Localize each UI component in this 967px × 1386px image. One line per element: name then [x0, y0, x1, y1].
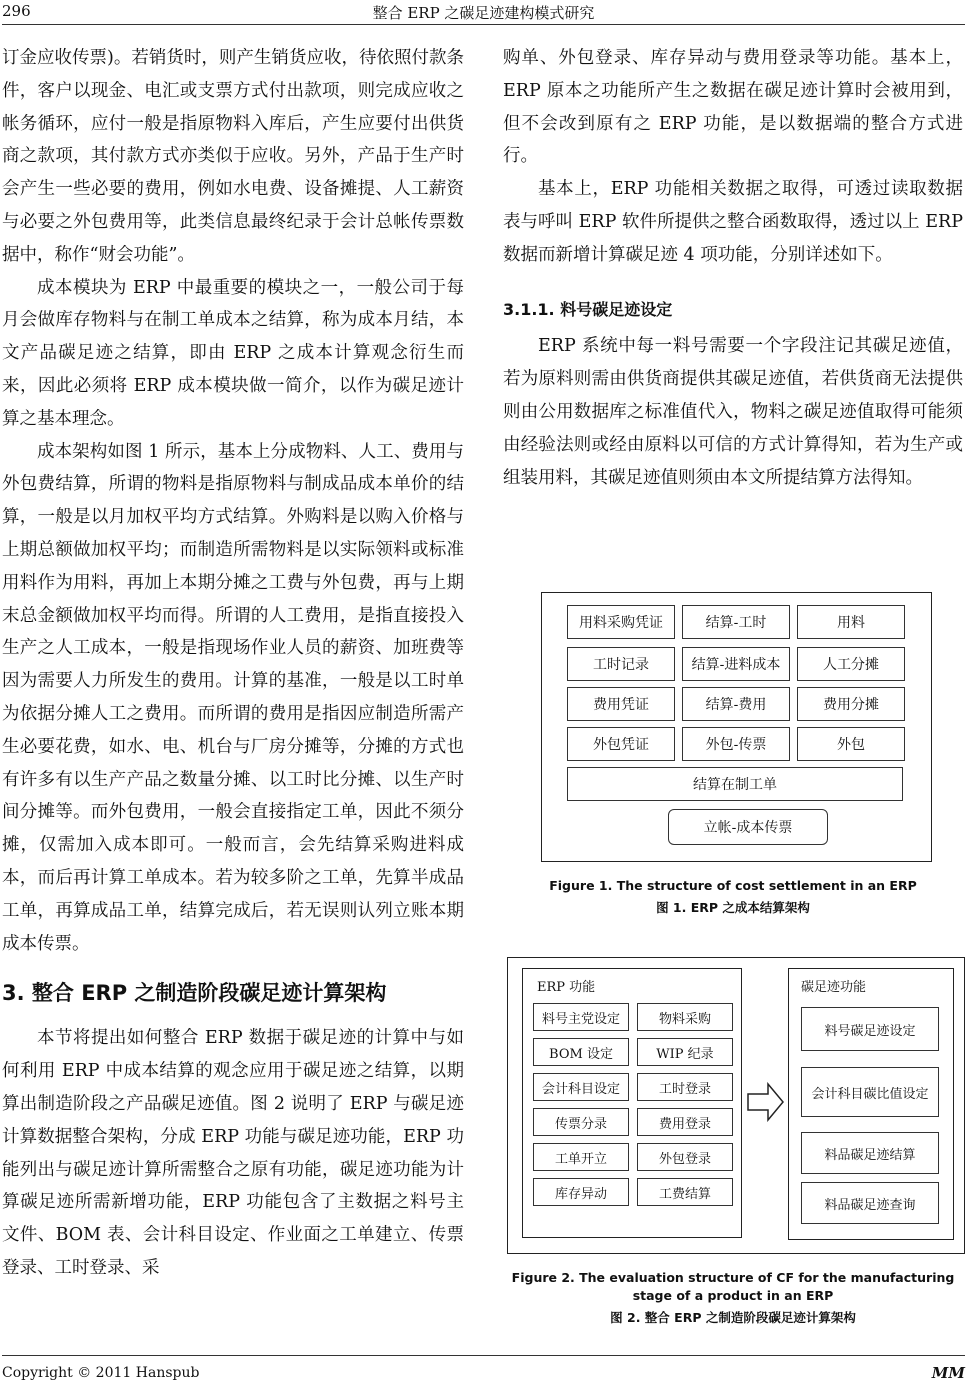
page-footer — [2, 1355, 965, 1386]
journal-abbrev: MM — [931, 1364, 965, 1382]
figure-2-caption-en-line2: stage of a product in an ERP — [632, 1288, 834, 1303]
erp-function-box: 工费结算 — [637, 1178, 733, 1206]
paragraph: 购单、外包登录、库存异动与费用登录等功能。基本上，ERP 原本之功能所产生之数据在碳足迹计算时会被用到，但不会改到原有之 ERP 功能，是以数据端的整合方式进行。 — [503, 48, 963, 167]
paragraph: 基本上，ERP 功能相关数据之取得，可透过读取数据表与呼叫 ERP 软件所提供之整合函数取得，透过以上 ERP 数据而新增计算碳足迹 4 项功能，分别详述如下。 — [503, 179, 963, 265]
figure-2-caption-zh: 图 2. 整合 ERP 之制造阶段碳足迹计算架构 — [610, 1310, 856, 1325]
fig1-box: 人工分摊 — [797, 647, 905, 681]
figure-2-diagram — [507, 957, 965, 1254]
footer-rule — [2, 1355, 965, 1356]
fig1-post-cost: 立帐-成本传票 — [668, 809, 828, 845]
subsection-heading: 3.1.1. 料号碳足迹设定 — [503, 299, 673, 319]
header-rule — [2, 24, 965, 25]
erp-function-box: 传票分录 — [533, 1108, 629, 1136]
left-column — [2, 42, 464, 1285]
figure-1-caption-zh: 图 1. ERP 之成本结算架构 — [656, 900, 810, 915]
cf-function-box: 料品碳足迹结算 — [801, 1132, 939, 1174]
figure-1-diagram — [541, 592, 932, 862]
erp-function-box: 费用登录 — [637, 1108, 733, 1136]
running-title: 整合 ERP 之碳足迹建构模式研究 — [372, 4, 595, 22]
fig1-box: 外包-传票 — [682, 727, 790, 761]
fig1-settle-wip: 结算在制工单 — [567, 767, 903, 801]
erp-functions-panel — [522, 968, 742, 1238]
paragraph: 成本架构如图 1 所示，基本上分成物料、人工、费用与外包费结算，所谓的物料是指原物料与制成品成本单价的结算，一般是以月加权平均方式结算。外购料是以购入价格与上期总额做加权平均；而制造所需物料是以实际领料或标准用料作为用料，再加上本期分摊之工费与外包费，再与上期末总金额做加权平均而得。所谓的人工费用，是指直接投入生产之人工成本，一般是指现场作业人员的薪资、加班费等因为需要人力所发生的费用。计算的基准，一般是以工时单为依据分摊人工之费用。而所谓的费用是指因应制造所需产生必要花费，如水、电、机台与厂房分摊等，分摊的方式也有许多有以生产产品之数量分摊、以工时比分摊、以生产时间分摊等。而外包费用，一般会直接指定工单，因此不须分摊，仅需加入成本即可。一般而言，会先结算采购进料成本，而后再计算工单成本。若为较多阶之工单，先算半成品工单，再算成品工单，结算完成后，若无误则认列立账本期成本传票。 — [2, 441, 464, 954]
fig1-box: 用料 — [797, 605, 905, 639]
section-heading: 3. 整合 ERP 之制造阶段碳足迹计算架构 — [2, 981, 387, 1006]
fig1-box: 费用分摊 — [797, 687, 905, 721]
cf-function-box: 料品碳足迹查询 — [801, 1182, 939, 1224]
fig1-box: 外包凭证 — [567, 727, 675, 761]
erp-function-box: 物料采购 — [637, 1003, 733, 1031]
fig1-box: 结算-工时 — [682, 605, 790, 639]
paragraph: 成本模块为 ERP 中最重要的模块之一，一般公司于每月会做库存物料与在制工单成本之结算，称为成本月结，本文产品碳足迹之结算，即由 ERP 之成本计算观念衍生而来，因此必须将 ERP 成本模块做一简介，以作为碳足迹计算之基本理念。 — [2, 277, 464, 429]
erp-function-box: 料号主党设定 — [533, 1003, 629, 1031]
cf-function-box: 会计科目碳比值设定 — [801, 1067, 939, 1117]
right-arrow-icon — [746, 1082, 786, 1122]
fig1-box: 费用凭证 — [567, 687, 675, 721]
erp-function-box: BOM 设定 — [533, 1038, 629, 1066]
figure-2-caption-en-line1: Figure 2. The evaluation structure of CF for the manufacturing — [511, 1270, 955, 1285]
paragraph: 订金应收传票)。若销货时，则产生销货应收，待依照付款条件，客户以现金、电汇或支票方式付出款项，则完成应收之帐务循环，应付一般是指原物料入库后，产生应要付出供货商之款项，其付款方式亦类似于应收。另外，产品于生产时会产生一些必要的费用，例如水电费、设备摊提、人工薪资与必要之外包费用等，此类信息最终纪录于会计总帐传票数据中，称作“财会功能”。 — [2, 48, 464, 265]
erp-function-box: 会计科目设定 — [533, 1073, 629, 1101]
fig1-box: 外包 — [797, 727, 905, 761]
carbon-footprint-panel — [788, 968, 954, 1240]
right-column — [503, 42, 963, 494]
cf-function-box: 料号碳足迹设定 — [801, 1007, 939, 1051]
copyright: Copyright © 2011 Hanspub — [2, 1365, 200, 1381]
paragraph: 本节将提出如何整合 ERP 数据于碳足迹的计算中与如何利用 ERP 中成本结算的观念应用于碳足迹之结算，以期算出制造阶段之产品碳足迹值。图 2 说明了 ERP 与碳足迹计算数据整合架构，分成 ERP 功能与碳足迹功能，ERP 功能列出与碳足迹计算所需整合之原有功能，碳足迹功能为计算碳足迹所需新增功能，ERP 功能包含了主数据之料号主文件、BOM 表、会计科目设定、作业面之工单建立、传票登录、工时登录、采 — [2, 1028, 464, 1278]
fig1-box: 结算-进料成本 — [682, 647, 790, 681]
paragraph: ERP 系统中每一料号需要一个字段注记其碳足迹值，若为原料则需由供货商提供其碳足迹值，若供货商无法提供则由公用数据库之标准值代入，物料之碳足迹值取得可能须由经验法则或经由原料以可信的方式计算得知，若为生产或组装用料，其碳足迹值则须由本文所提结算方法得知。 — [503, 336, 963, 488]
page-header — [0, 0, 967, 26]
fig1-box: 工时记录 — [567, 647, 675, 681]
page-number: 296 — [2, 2, 31, 20]
figure-1-caption-en: Figure 1. The structure of cost settlement in an ERP — [549, 878, 917, 893]
erp-function-box: 工时登录 — [637, 1073, 733, 1101]
carbon-footprint-label: 碳足迹功能 — [801, 980, 867, 995]
erp-function-box: 外包登录 — [637, 1143, 733, 1171]
erp-function-box: 工单开立 — [533, 1143, 629, 1171]
erp-function-box: WIP 纪录 — [637, 1038, 733, 1066]
erp-functions-label: ERP 功能 — [537, 980, 596, 995]
fig1-box: 用料采购凭证 — [567, 605, 675, 639]
fig1-box: 结算-费用 — [682, 687, 790, 721]
erp-function-box: 库存异动 — [533, 1178, 629, 1206]
